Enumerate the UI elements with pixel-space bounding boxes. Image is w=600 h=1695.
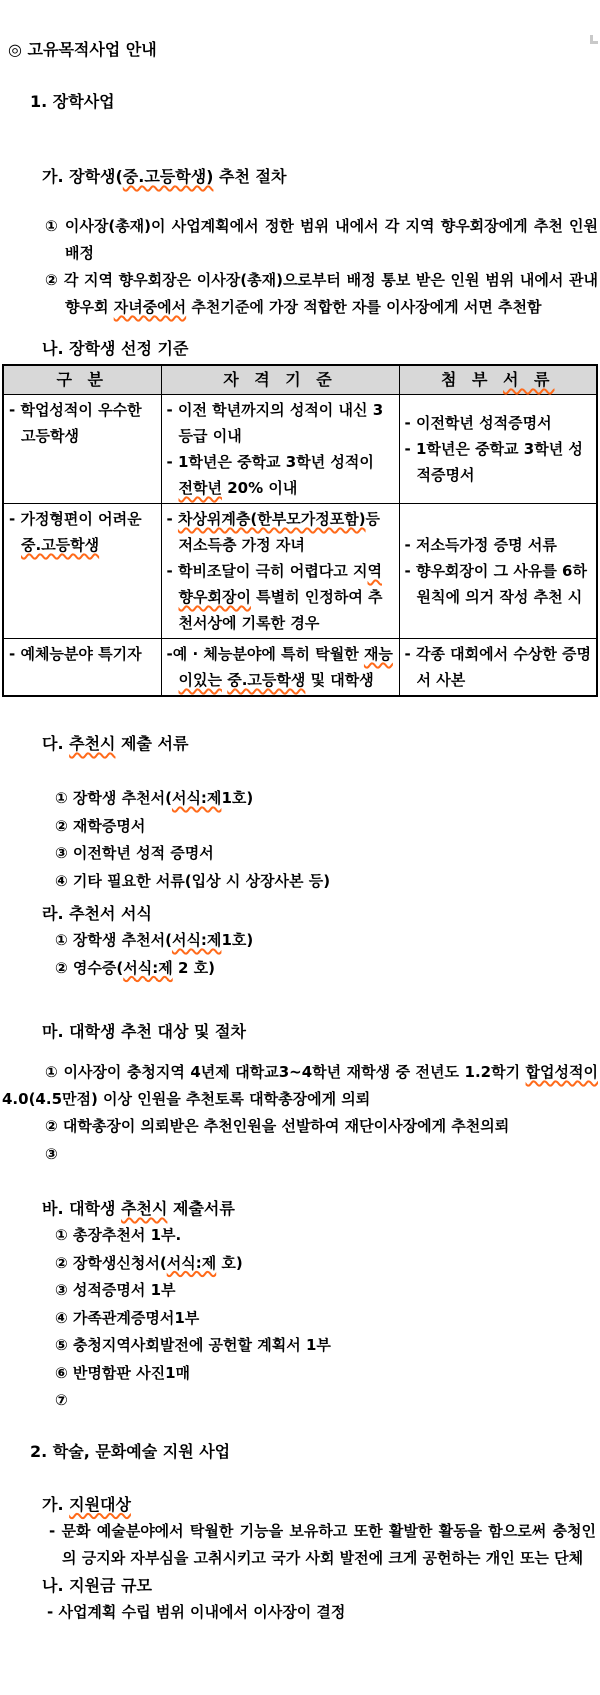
cell-line [405,436,592,488]
text-run: - 학비조달이 극히 어렵다고 지 [166,562,368,580]
document-title: ◎ 고유목적사업 안내 [8,40,157,59]
text-run: ① 장학생 추천서( [55,789,172,807]
cell-category [3,639,161,697]
text-run: ② 각 지역 향우회장은 이사장(총재)으로부터 배정 통보 받은 인원 범위 내에서 관내 향우회 [45,271,598,316]
misspelled-text: 서식:제 [123,958,173,977]
cell-line [9,641,156,667]
misspelled-text: 전학년 [178,479,222,497]
cell-line [9,397,156,449]
section-1-heading: 1. 장학사업 [30,92,115,111]
cell-attachments [399,504,597,639]
text-run: 제출 서류 [115,734,189,753]
list-item [55,927,600,955]
university-step-list [45,1113,600,1168]
text-run: ② 영수증( [55,958,124,977]
university-step-1 [2,1059,598,1113]
list-item [55,785,600,813]
misspelled-text: 중.고등학생 [21,536,100,554]
procedure-step-2 [45,267,598,321]
text-run: - 이전학년 성적증명서 [404,414,552,432]
misspelled-text: 합업성적이 [525,1063,598,1081]
cell-line [167,397,394,449]
grant-scale-description: - 사업계획 수립 범위 이내에서 이사장이 결정 [47,1602,346,1621]
text-run: ① 이사장(총재)이 사업계획에서 정한 범위 내에서 각 지역 향우회장에게 추천 인원 배정 [45,217,598,262]
cell-line [167,558,394,636]
cell-category [3,504,161,639]
text-run: - 이전 학년까지의 성적이 내신 3등급 이내 [166,401,384,445]
text-run: 1호) [221,789,254,807]
cell-qualification [161,639,399,697]
margin-corner-icon [590,35,598,44]
text-run: ① 장학생 추천서( [55,931,172,949]
misspelled-text: 중.고등학생 [227,671,306,689]
table-row [3,504,597,639]
cell-qualification [161,504,399,639]
text-run: ① 이사장이 충청지역 4년제 대학교3~4학년 재학생 중 전년도 1.2학기 [45,1063,526,1081]
text-run: 첨 부 [440,370,504,389]
cell-line [405,410,592,436]
text-run: ② 대학총장이 의뢰받은 추천인원을 선발하여 재단이사장에게 추천의뢰 [45,1117,510,1135]
column-header-category [3,365,161,395]
text-run: ④ 기타 필요한 서류(입상 시 상장사본 등) [55,871,331,890]
text-run: 20% 이내 [221,479,298,497]
cell-line [9,506,156,558]
list-item [55,1360,600,1388]
misspelled-text: 추천시 [69,734,116,753]
da-document-list [55,785,600,895]
list-item [45,1113,600,1141]
text-run: 제출서류 [167,1199,235,1218]
text-run: - 향우회장이 그 사유를 6하 원칙에 의거 작성 추천 시 [404,562,587,606]
list-item [55,1387,600,1415]
misspelled-text: 서 류 [503,370,555,389]
text-run: - 학업성적이 우수한 고등학생 [9,401,142,445]
list-item [55,840,600,868]
text-run: 호) [216,1253,243,1272]
list-item [55,1250,600,1278]
text-run: 4.0(4.5만점) 이상 인원을 추천토록 대학총장에게 의뢰 [2,1090,371,1108]
cell-line [405,558,592,610]
text-run: ⑥ 반명함판 사진1매 [55,1363,191,1382]
list-item [55,813,600,841]
column-header-qualification [161,365,399,395]
list-item [55,1332,600,1360]
text-run: - 저소득가정 증명 서류 [404,536,557,554]
text-run: 가. 장학생( [42,167,123,186]
text-run: ③ 이전학년 성적 증명서 [55,844,214,862]
cell-line [167,449,394,501]
text-run: 바. 대학생 [42,1199,122,1218]
list-item [55,1277,600,1305]
list-item [45,1141,600,1169]
text-run: 다. [42,734,70,753]
table-row [3,395,597,504]
heading-ra-recommendation-forms: 라. 추천서 서식 [42,904,152,923]
text-run: 가. [42,1494,70,1514]
section-2-heading: 2. 학술, 문화예술 지원 사업 [30,1441,231,1461]
misspelled-text: 지원대상 [69,1494,131,1514]
list-item [55,955,600,983]
misspelled-text: 역향우회장이 [178,562,382,606]
heading-s2-na-grant-scale: 나. 지원금 규모 [42,1575,152,1595]
support-target-description [49,1518,596,1572]
text-run: 특별히 인정하여 추천서상에 기록한 경우 [178,588,383,632]
text-run: ⑤ 충청지역사회발전에 공헌할 계획서 1부 [55,1336,331,1354]
text-run: 등 저소득층 가정 자녀 [178,510,381,554]
text-run: 1호) [221,931,254,949]
misspelled-text: 서식:제 [166,1253,217,1272]
table-row [3,639,597,697]
misspelled-text: 차상위계층(한부모가정포함) [177,510,366,528]
table-header-row [3,365,597,395]
heading-da-submission-documents [42,730,600,757]
cell-line [405,532,592,558]
misspelled-text: 서식:제 [171,789,222,807]
text-run: - 문화 예술분야에서 탁월한 기능을 보유하고 또한 활발한 활동을 함으로써 충청인의 긍지와 자부심을 고취시키고 국가 사회 발전에 크게 공헌하는 개인 또는 단체 [49,1521,596,1567]
misspelled-text: 추천시 [121,1199,168,1218]
cell-attachments [399,395,597,504]
text-run: - 1학년은 중학교 3학년 성적이 [166,453,374,471]
procedure-step-1 [45,213,598,267]
heading-s2-ga-support-target [42,1491,600,1518]
column-header-attachments [399,365,597,395]
text-run: - 각종 대회에서 수상한 증명서 사본 [404,645,592,689]
ra-form-list [55,927,600,982]
cell-qualification [161,395,399,504]
misspelled-text: 재능이있는 [178,645,393,689]
text-run: - [166,510,178,528]
heading-ma-university-procedure: 마. 대학생 추천 대상 및 절차 [42,1022,246,1041]
text-run: 2 호) [172,958,215,977]
text-run: - 예체능분야 특기자 [9,645,142,663]
misspelled-text: 중.고등학생) [122,167,214,186]
cell-line [405,641,592,693]
text-run: ③ 성적증명서 1부 [55,1281,176,1299]
text-run: 및 대학생 [305,671,374,689]
list-item [55,1305,600,1333]
text-run: -예 · 체능분야에 특히 탁월한 [166,645,364,663]
misspelled-text: 서식:제 [171,931,222,949]
text-run: ④ 가족관계증명서1부 [55,1308,200,1327]
text-run: 구 분 [56,370,108,389]
heading-na-selection-criteria: 나. 장학생 선정 기준 [42,339,189,358]
heading-ba-university-documents [42,1195,600,1222]
text-run: ③ [45,1144,58,1163]
misspelled-text: 자녀중에서 [113,298,187,316]
text-run: 추천기준에 가장 적합한 자를 이사장에게 서면 추천함 [186,298,542,316]
text-run: 추천 절차 [213,167,287,186]
text-run: ⑦ [55,1391,68,1409]
ba-document-list [55,1222,600,1415]
selection-criteria-table [2,364,598,697]
text-run: - 1학년은 중학교 3학년 성적증명서 [404,440,583,484]
list-item [55,1222,600,1250]
text-run: ① 총장추천서 1부. [55,1226,182,1244]
cell-line [167,641,394,693]
text-run: - 가정형편이 어려운 [9,510,142,528]
cell-category [3,395,161,504]
text-run: ② 장학생신청서( [55,1253,167,1272]
cell-line [167,506,394,558]
heading-ga-recommendation-procedure [42,163,600,190]
list-item [55,868,600,896]
text-run: ② 재학증명서 [55,816,146,835]
cell-attachments [399,639,597,697]
text-run: 자 격 기 준 [223,370,337,389]
